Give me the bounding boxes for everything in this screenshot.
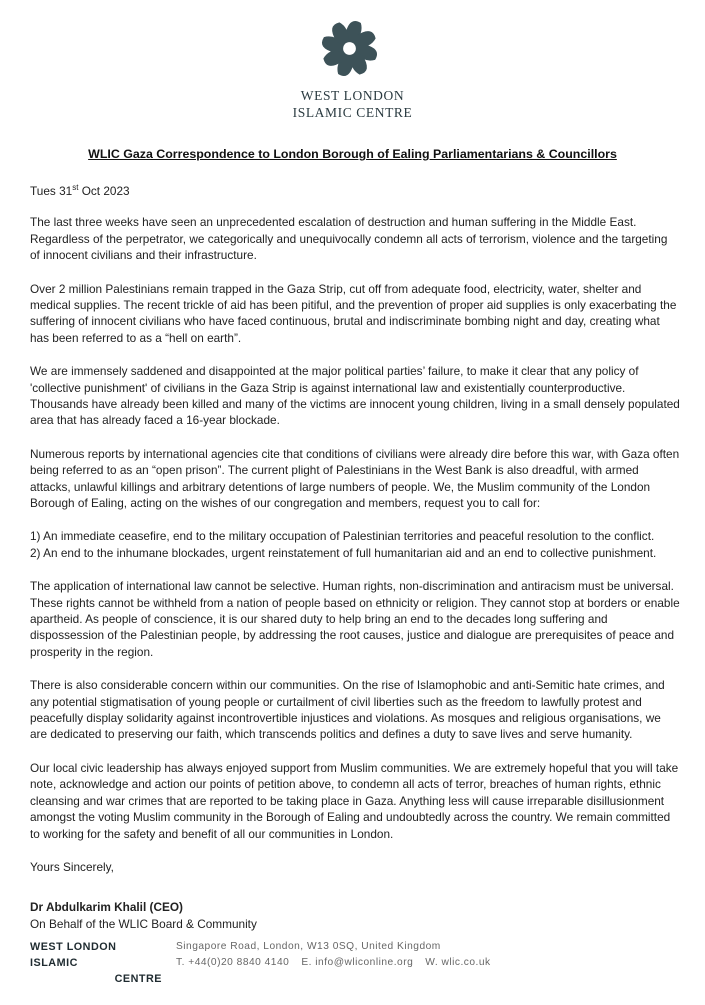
paragraph-7: Our local civic leadership has always enjoyed support from Muslim communities. We are extremely hopeful that you will take note, acknowledge and action our points of petition above, to condemn all acts of terror, breaches of human rights, ethnic cleansing and war crimes that are reported to be taking place in Gaza. Anything less will cause irreparable disillusionment amongst the voting Muslim community in the Borough of Ealing and undoubtedly across the country. We remain committed to working for the safety and benefit of all our communities in London. [30, 760, 679, 841]
signer-name: Dr Abdulkarim Khalil (CEO) [30, 900, 183, 915]
footer-address: Singapore Road, London, W13 0SQ, United Kingdom [176, 941, 441, 952]
paragraph-2: Over 2 million Palestinians remain trapped in the Gaza Strip, cut off from adequate food, electricity, water, shelter and medical supplies. The recent trickle of aid has been pitiful, and the prevention of proper aid supplies is only exacerbating the suffering of innocent civilians who have faced continuous, brutal and indiscriminate bombing night and day, creating what has been referred to as a “hell on earth”. [30, 281, 677, 345]
demand-1: 1) An immediate ceasefire, end to the military occupation of Palestinian territories and peaceful resolution to the conflict. [30, 529, 655, 544]
footer-email: E. info@wliconline.org [301, 957, 414, 968]
signer-role: On Behalf of the WLIC Board & Community [30, 916, 257, 931]
logo-line-2: ISLAMIC CENTRE [292, 105, 413, 120]
letter-date [30, 180, 680, 199]
date-ordinal: st [72, 183, 79, 192]
footer-phone: T. +44(0)20 8840 4140 [176, 957, 290, 968]
letter-body [30, 180, 680, 932]
footer-org-line-2: CENTRE [114, 973, 162, 985]
footer-contact-line [176, 955, 491, 971]
paragraph-3: We are immensely saddened and disappointed at the major political parties’ failure, to make it clear that any policy of 'collective punishment' of civilians in the Gaza Strip is against international law and existentially counterproductive. Thousands have already been killed and many of the victims are innocent young children, living in a small densely populated area that has already faced a 16-year blockade. [30, 364, 680, 428]
letter-title: WLIC Gaza Correspondence to London Borough of Ealing Parliamentarians & Councillors [88, 147, 617, 161]
demand-2: 2) An end to the inhumane blockades, urgent reinstatement of full humanitarian aid and an end to collective punishment. [30, 545, 657, 560]
paragraph-1: The last three weeks have seen an unprecedented escalation of destruction and human suffering in the Middle East. Regardless of the perpetrator, we categorically and unequivocally condemn all acts of terrorism, violence and the targeting of innocent civilians and their infrastructure. [30, 215, 668, 263]
footer-website: W. wlic.co.uk [425, 957, 491, 968]
footer-org-line-1: WEST LONDON ISLAMIC [30, 941, 117, 969]
paragraph-6: There is also considerable concern within our communities. On the rise of Islamophobic and anti-Semitic hate crimes, and any potential stigmatisation of young people or curtailment of civil liberties such as the freedom to lawfully protest and peacefully display solidarity against incontrovertible injustices and violations. As mosques and religious organisations, we are dedicated to preserving our faith, which transcends politics and defines a duty to save lives and serve humanity. [30, 678, 665, 742]
paragraph-5: The application of international law cannot be selective. Human rights, non-discrimination and antiracism must be universal. These rights cannot be withheld from a nation of people based on ethnicity or religion. They cannot stop at borders or enable apartheid. As people of conscience, it is our shared duty to help bring an end to the decades long suffering and dispossession of the Palestinian people, by addressing the root causes, justice and dialogue are prerequisites of peace and prosperity in the region. [30, 579, 680, 659]
paragraph-4: Numerous reports by international agencies cite that conditions of civilians were already dire before this war, with Gaza often being referred to as an “open prison”. The current plight of Palestinians in the West Bank is also dreadful, with armed attacks, unlawful killings and arbitrary detentions of large numbers of people. We, the Muslim community of the London Borough of Ealing, acting on the wishes of our congregation and members, request you to call for: [30, 446, 680, 511]
islamic-star-logo-icon [314, 13, 385, 84]
demands-list [30, 528, 680, 561]
date-rest: Oct 2023 [78, 183, 130, 198]
letterhead-footer [30, 937, 680, 985]
logo-wordmark [0, 87, 705, 121]
logo-line-1: WEST LONDON [300, 88, 405, 103]
date-day: Tues 31 [30, 183, 73, 198]
closing: Yours Sincerely, [30, 859, 114, 874]
footer-contact [176, 939, 491, 971]
footer-org-name [30, 939, 162, 987]
